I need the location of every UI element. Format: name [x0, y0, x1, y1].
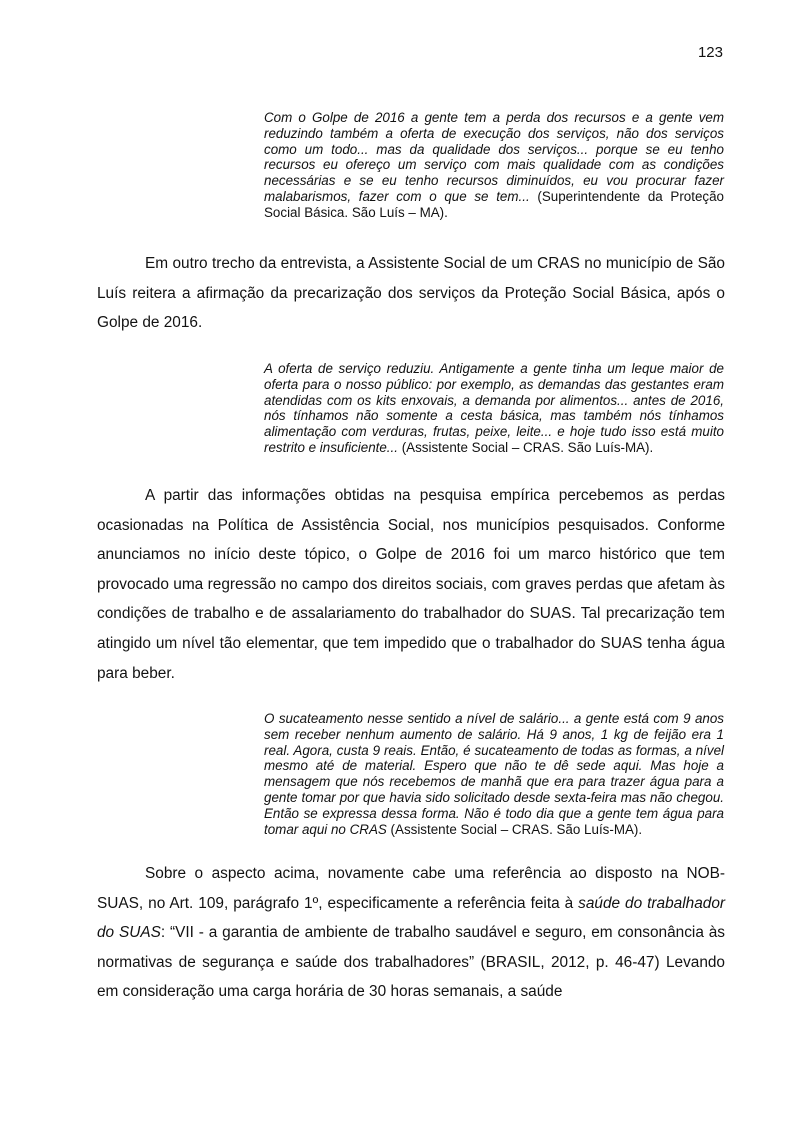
body-paragraph-3 [97, 859, 725, 1007]
block-quote-1-source: (Superintendente da Proteção Social Básica. São Luís – MA). [264, 188, 724, 220]
block-quote-3-text: O sucateamento nesse sentido a nível de salário... a gente está com 9 anos sem receber nenhum aumento de salário. Há 9 anos, 1 kg de feijão era 1 real. Agora, custa 9 reais. Então, é sucateamento de todas as formas, a nível mesmo até de material. Espero que não te dê sede aqui. Mas hoje a mensagem que nós recebemos de manhã que era para trazer água para a gente tomar por que havia sido solicitado desde sexta-feira mas não chegou. Então se expressa dessa forma. Não é todo dia que a gente tem água para tomar aqui no CRAS [264, 711, 724, 837]
body-paragraph-2: A partir das informações obtidas na pesquisa empírica percebemos as perdas ocasionadas na Política de Assistência Social, nos municípios pesquisados. Conforme anunciamos no início deste tópico, o Golpe de 2016 foi um marco histórico que tem provocado uma regressão no campo dos direitos sociais, com graves perdas que afetam às condições de trabalho e de assalariamento do trabalhador do SUAS. Tal precarização tem atingido um nível tão elementar, que tem impedido que o trabalhador do SUAS tenha água para beber. [97, 487, 725, 682]
block-quote-1 [264, 110, 724, 221]
body-paragraph-3-part2: : “VII - a garantia de ambiente de trabalho saudável e seguro, em consonância às normativas de segurança e saúde dos trabalhadores” (BRASIL, 2012, p. 46-47) Levando em consideração uma carga horária de 30 horas semanais, a saúde [97, 924, 725, 1001]
block-quote-2-source: (Assistente Social – CRAS. São Luís-MA). [401, 439, 654, 455]
body-paragraph-3-italic-phrase: saúde do trabalhador do SUAS [97, 894, 725, 942]
block-quote-3 [264, 711, 724, 837]
block-quote-2 [264, 361, 724, 456]
body-paragraph-3-part1: Sobre o aspecto acima, novamente cabe uma referência ao disposto na NOB-SUAS, no Art. 109, parágrafo 1º, especificamente a referência feita à [97, 865, 725, 912]
block-quote-1-text: Com o Golpe de 2016 a gente tem a perda dos recursos e a gente vem reduzindo também a oferta de execução dos serviços, não dos serviços como um todo... mas da qualidade dos serviços... porque se eu tenho recursos eu ofereço um serviço com mais qualidade com as condições necessárias e se eu tenho recursos diminuídos, eu vou procurar fazer malabarismos, fazer com o que se tem... [264, 110, 724, 204]
block-quote-2-text: A oferta de serviço reduziu. Antigamente a gente tinha um leque maior de oferta para o nosso público: por exemplo, as demandas das gestantes eram atendidas com os kits enxovais, a demanda por alimentos... antes de 2016, nós tínhamos não somente a cesta básica, mas também nós tínhamos alimentação com verduras, frutas, peixe, leite... e hoje tudo isso está muito restrito e insuficiente... [264, 361, 724, 455]
block-quote-3-source: (Assistente Social – CRAS. São Luís-MA). [390, 821, 643, 837]
page-number: 123 [697, 44, 723, 61]
body-paragraph-1: Em outro trecho da entrevista, a Assistente Social de um CRAS no município de São Luís reitera a afirmação da precarização dos serviços da Proteção Social Básica, após o Golpe de 2016. [97, 255, 725, 332]
